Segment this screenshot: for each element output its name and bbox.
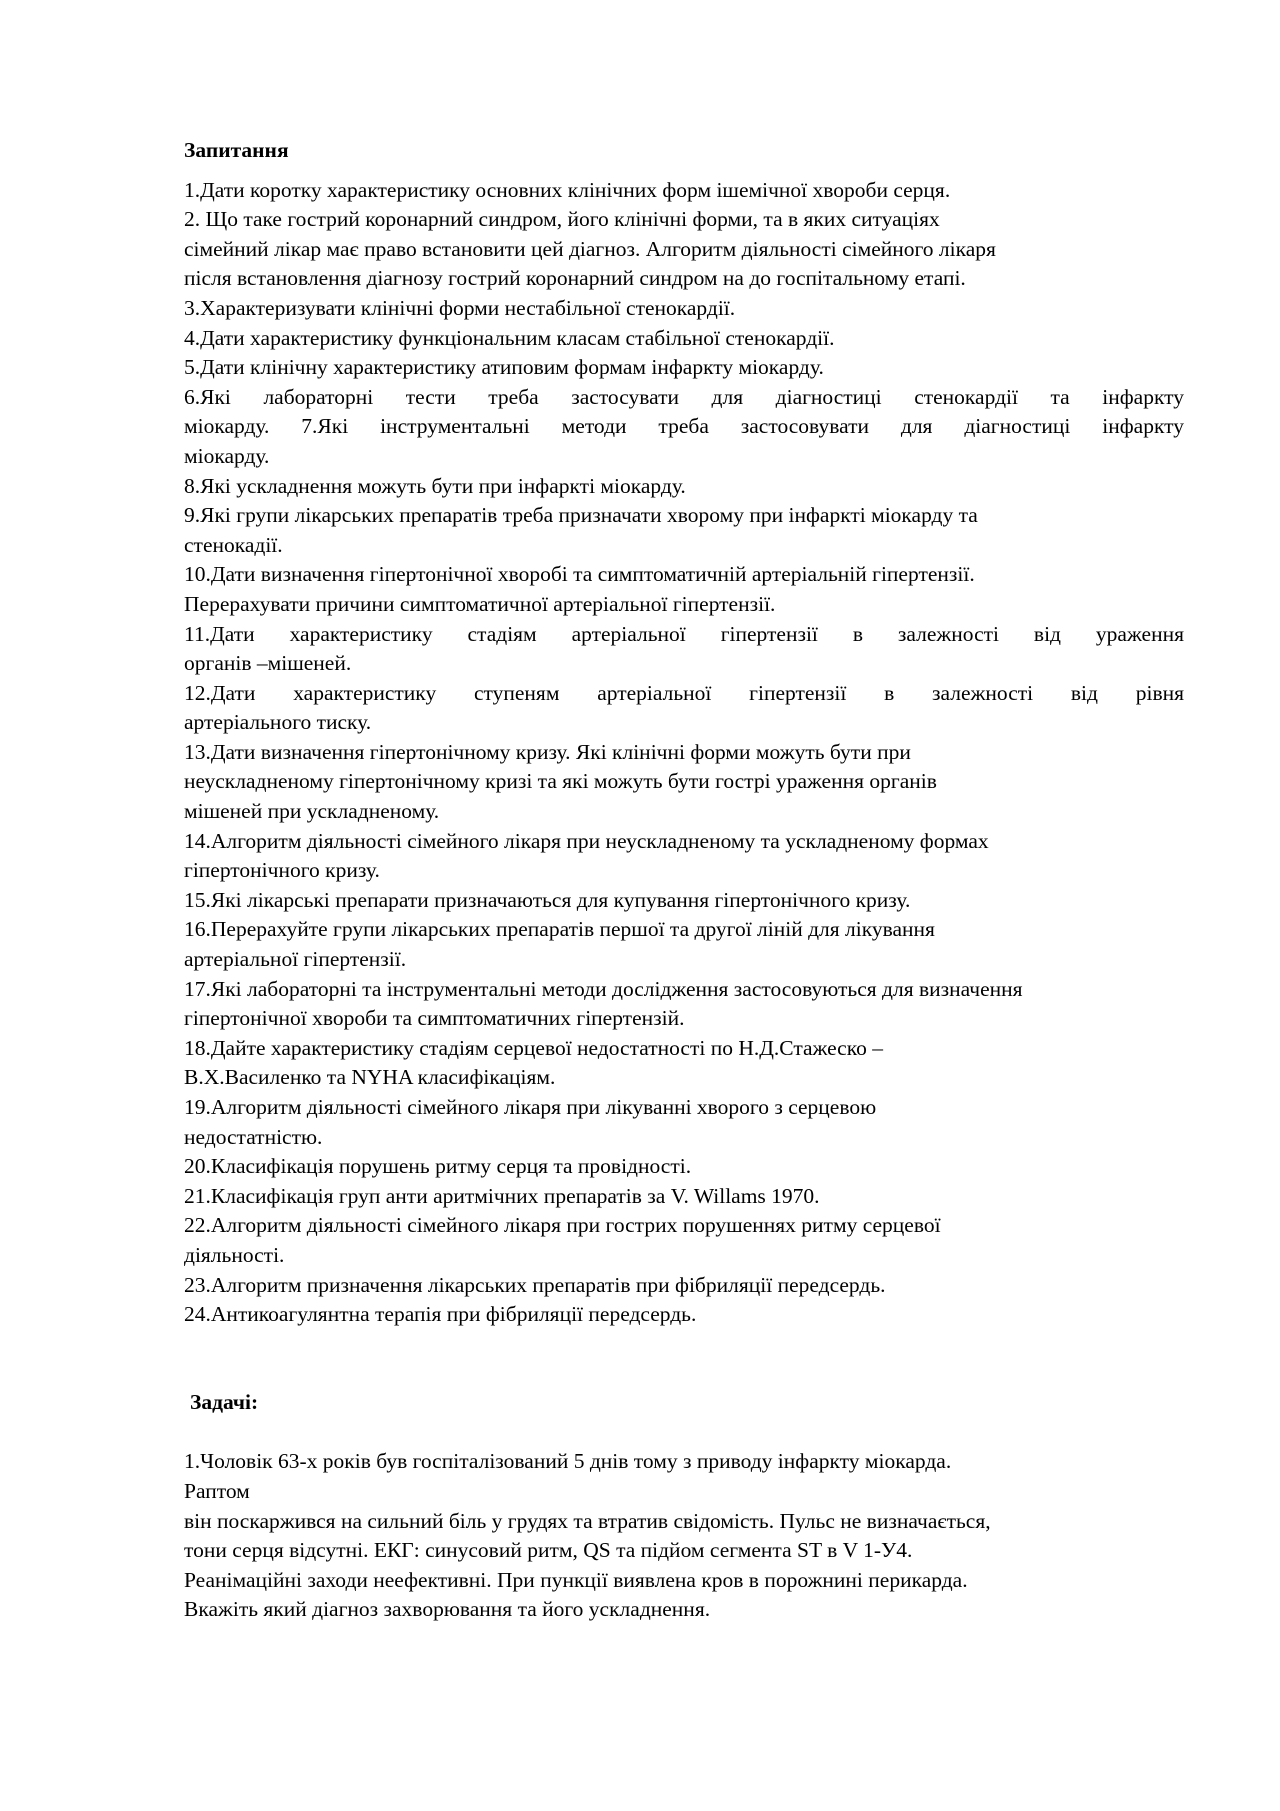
question-item — [184, 1152, 1184, 1182]
question-line: 16.Перерахуйте групи лікарських препаратів першої та другої ліній для лікування — [184, 917, 935, 942]
question-line: 22.Алгоритм діяльності сімейного лікаря при гострих порушеннях ритму серцевої — [184, 1213, 941, 1238]
question-item — [184, 738, 1184, 827]
question-line: Перерахувати причини симптоматичної артеріальної гіпертензії. — [184, 591, 776, 616]
task-line: тони серця відсутні. ЕКГ: синусовий ритм, QS та підйом сегмента ST в V 1-У4. — [184, 1538, 913, 1563]
task-line: 1.Чоловік 63-х років був госпіталізований 5 днів тому з приводу інфаркту міокарда. — [184, 1449, 952, 1474]
question-line: 11.Дати характеристику стадіям артеріальної гіпертензії в залежності від ураження — [184, 621, 1184, 646]
question-item — [184, 679, 1184, 738]
question-line: 23.Алгоритм призначення лікарських препаратів при фібриляції передсердь. — [184, 1272, 886, 1297]
question-item — [184, 501, 1184, 560]
question-line: 1.Дати коротку характеристику основних клінічних форм ішемічної хвороби серця. — [184, 177, 951, 202]
question-item — [184, 1211, 1184, 1270]
question-item — [184, 560, 1184, 619]
question-item — [184, 975, 1184, 1034]
question-line: діяльності. — [184, 1242, 285, 1267]
question-line: 15.Які лікарські препарати призначаються для купування гіпертонічного кризу. — [184, 887, 911, 912]
question-line: міокарду. 7.Які інструментальні методи треба застосовувати для діагностиці інфаркту — [184, 414, 1184, 439]
question-line: 10.Дати визначення гіпертонічної хворобі та симптоматичній артеріальній гіпертензії. — [184, 562, 975, 587]
question-item — [184, 620, 1184, 679]
question-item — [184, 294, 1184, 324]
question-line: 12.Дати характеристику ступеням артеріальної гіпертензії в залежності від рівня — [184, 680, 1184, 705]
questions-heading: Запитання — [184, 138, 289, 162]
questions-list — [184, 176, 1184, 1330]
question-item — [184, 1093, 1184, 1152]
question-item — [184, 915, 1184, 974]
question-line: стенокадії. — [184, 532, 283, 557]
task-line: Реанімаційні заходи неефективні. При пункції виявлена кров в порожнині перикарда. — [184, 1567, 968, 1592]
question-line: 13.Дати визначення гіпертонічному кризу. Які клінічні форми можуть бути при — [184, 739, 911, 764]
question-line: 5.Дати клінічну характеристику атиповим формам інфаркту міокарду. — [184, 355, 824, 380]
question-line: міокарду. — [184, 443, 270, 468]
question-line: недостатністю. — [184, 1124, 323, 1149]
question-item — [184, 383, 1184, 472]
question-line: 3.Характеризувати клінічні форми нестабільної стенокардії. — [184, 295, 736, 320]
question-line: органів –мішеней. — [184, 651, 352, 676]
question-line: артеріальної гіпертензії. — [184, 947, 407, 972]
question-line: 24.Антикоагулянтна терапія при фібриляції передсердь. — [184, 1302, 697, 1327]
document-page — [184, 136, 1184, 1625]
question-line: гіпертонічної хвороби та симптоматичних гіпертензій. — [184, 1006, 685, 1031]
question-line: артеріального тиску. — [184, 710, 372, 735]
question-line: неускладненому гіпертонічному кризі та які можуть бути гострі ураження органів — [184, 769, 937, 794]
question-line: 20.Класифікація порушень ритму серця та провідності. — [184, 1154, 692, 1179]
question-line: 21.Класифікація груп анти аритмічних препаратів за V. Willams 1970. — [184, 1183, 820, 1208]
question-line: 18.Дайте характеристику стадіям серцевої недостатності по Н.Д.Стажеско – — [184, 1035, 883, 1060]
task-line: він поскаржився на сильний біль у грудях та втратив свідомість. Пульс не визначається, — [184, 1508, 991, 1533]
question-line: гіпертонічного кризу. — [184, 858, 380, 883]
question-line: 2. Що таке гострий коронарний синдром, його клінічні форми, та в яких ситуаціях — [184, 207, 940, 232]
question-item — [184, 353, 1184, 383]
question-item — [184, 1271, 1184, 1301]
question-item — [184, 886, 1184, 916]
question-item — [184, 1300, 1184, 1330]
task-line: Раптом — [184, 1478, 250, 1503]
question-item — [184, 472, 1184, 502]
question-line: 9.Які групи лікарських препаратів треба призначати хворому при інфаркті міокарду та — [184, 503, 978, 528]
question-line: 4.Дати характеристику функціональним класам стабільної стенокардії. — [184, 325, 835, 350]
question-item — [184, 827, 1184, 886]
task-item — [184, 1447, 1184, 1625]
question-line: В.Х.Василенко та NYHA класифікаціям. — [184, 1065, 556, 1090]
question-line: мішеней при ускладненому. — [184, 799, 440, 824]
question-item — [184, 1034, 1184, 1093]
question-line: 6.Які лабораторні тести треба застосувати для діагностиці стенокардії та інфаркту — [184, 384, 1184, 409]
question-item — [184, 176, 1184, 206]
question-line: сімейний лікар має право встановити цей діагноз. Алгоритм діяльності сімейного лікаря — [184, 236, 996, 261]
question-line: після встановлення діагнозу гострий коронарний синдром на до госпітальному етапі. — [184, 266, 966, 291]
task-line: Вкажіть який діагноз захворювання та його ускладнення. — [184, 1597, 711, 1622]
question-line: 19.Алгоритм діяльності сімейного лікаря при лікуванні хворого з серцевою — [184, 1095, 877, 1119]
question-item — [184, 1182, 1184, 1212]
question-line: 17.Які лабораторні та інструментальні методи дослідження застосовуються для визначення — [184, 976, 1023, 1001]
question-line: 14.Алгоритм діяльності сімейного лікаря при неускладненому та ускладненому формах — [184, 828, 989, 853]
tasks-heading: Задачі: — [190, 1389, 259, 1414]
question-line: 8.Які ускладнення можуть бути при інфаркті міокарду. — [184, 473, 686, 498]
question-item — [184, 205, 1184, 294]
question-item — [184, 324, 1184, 354]
